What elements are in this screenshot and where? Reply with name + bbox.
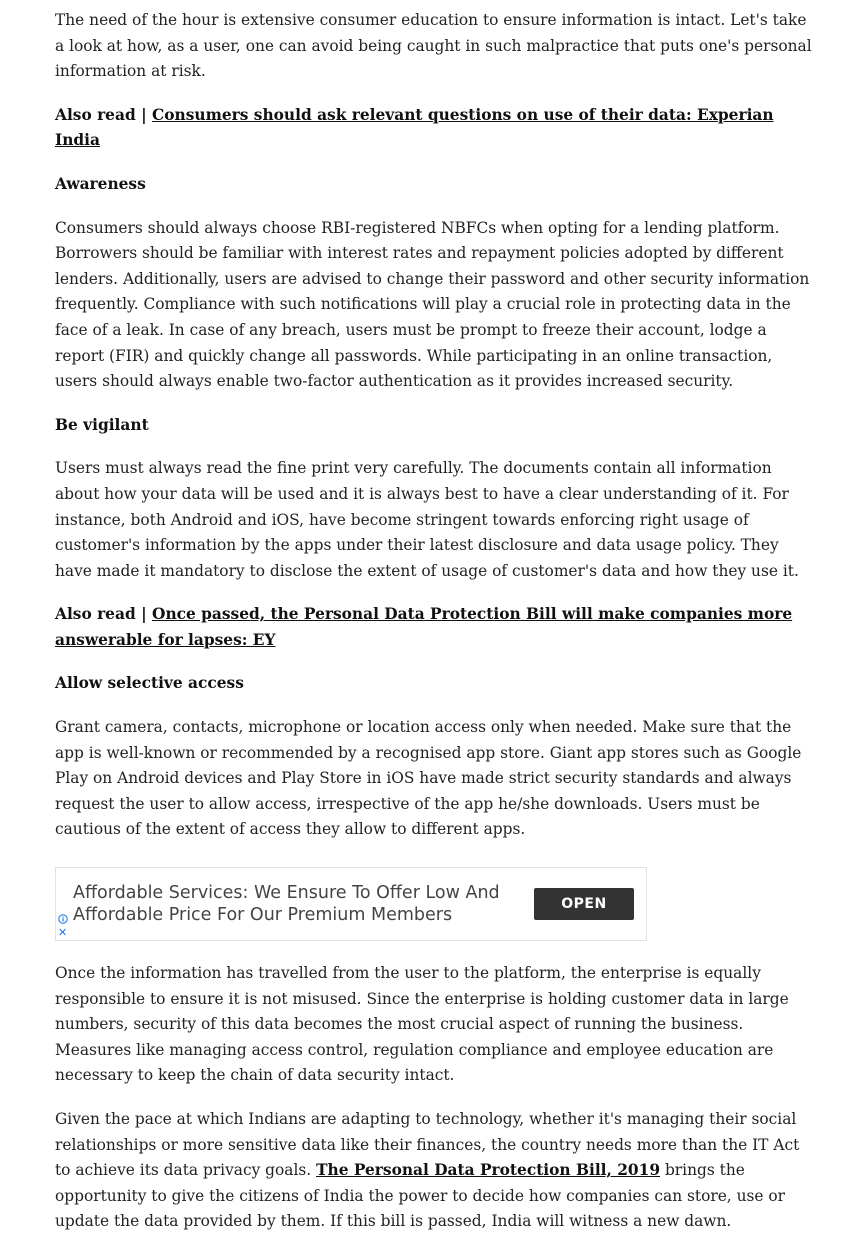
paragraph-enterprise: Once the information has travelled from the user to the platform, the enterprise is equally responsible to ensure it is not misused. Since the enterprise is holding customer data in large numbers, security of this data becomes the most crucial aspect of running the business. Measures like managing access control, regulation compliance and employee education are necessary to keep the chain of data security intact. [55,964,789,1085]
closing-text-after: brings the opportunity to give the citizens of India the power to decide how companies can store, use or update the data provided by them. If this bill is passed, India will witness a new dawn. [55,1161,786,1231]
ad-close-icon[interactable]: ✕ [58,926,68,940]
article-body [55,8,815,1253]
also-read-prefix: Also read | [55,105,153,124]
paragraph-intro: The need of the hour is extensive consumer education to ensure information is intact. Let's take a look at how, as a user, one can avoid being caught in such malpractice that puts one's personal information at risk. [55,11,812,81]
also-read-2 [55,602,815,653]
ad-open-button[interactable]: OPEN [534,888,634,920]
paragraph-vigilant: Users must always read the fine print very carefully. The documents contain all information about how your data will be used and it is always best to have a clear understanding of it. For instance, both Android and iOS, have become stringent towards enforcing right usage of customer's information by the apps under their latest disclosure and data usage policy. They have made it mandatory to disclose the extent of usage of customer's data and how they use it. [55,459,799,580]
ad-info-icon[interactable] [58,914,68,924]
heading-be-vigilant: Be vigilant [55,415,149,434]
closing-text-before: Given the pace at which Indians are adapting to technology, whether it's managing their social relationships or more sensitive data like their finances, the country needs more than the IT Act to achieve its data privacy goals. [55,1110,800,1180]
pdp-bill-link[interactable]: The Personal Data Protection Bill, 2019 [316,1161,661,1180]
paragraph-awareness: Consumers should always choose RBI-registered NBFCs when opting for a lending platform. Borrowers should be familiar with interest rates and repayment policies adopted by different lenders. Additionally, users are advised to change their password and other security information frequently. Compliance with such notifications will play a crucial role in protecting data in the face of a leak. In case of any breach, users must be prompt to freeze their account, lodge a report (FIR) and quickly change all passwords. While participating in an online transaction, users should always enable two-factor authentication as it provides increased security. [55,218,810,391]
also-read-1 [55,103,815,154]
ad-text: Affordable Services: We Ensure To Offer Low And Affordable Price For Our Premium Members [73,883,500,926]
heading-selective-access: Allow selective access [55,674,244,693]
paragraph-selective-access: Grant camera, contacts, microphone or location access only when needed. Make sure that the app is well-known or recommended by a recognised app store. Giant app stores such as Google Play on Android devices and Play Store in iOS have made strict security standards and always request the user to allow access, irrespective of the app he/she downloads. Users must be cautious of the extent of access they allow to different apps. [55,718,802,839]
heading-awareness: Awareness [55,174,146,193]
paragraph-closing [55,1107,815,1235]
also-read-link-experian[interactable]: Consumers should ask relevant questions on use of their data: Experian India [55,105,774,150]
ad-banner[interactable] [55,867,647,941]
also-read-prefix: Also read | [55,605,153,624]
also-read-link-pdp-bill[interactable]: Once passed, the Personal Data Protection Bill will make companies more answerable for lapses: EY [55,605,793,649]
